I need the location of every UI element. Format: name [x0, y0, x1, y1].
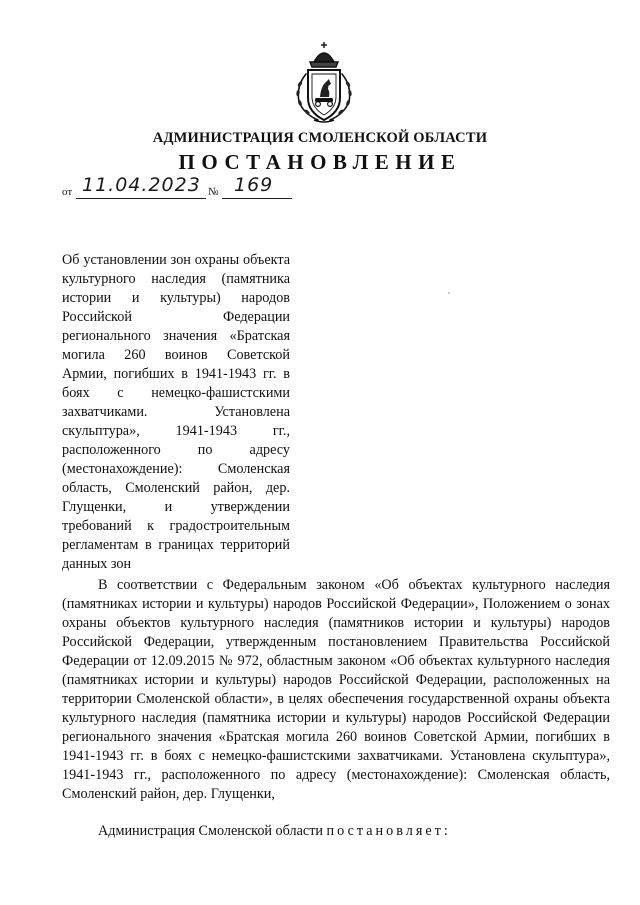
- decree-verb: постановляет:: [326, 823, 451, 839]
- handwritten-date: 11.04.2023: [82, 174, 201, 196]
- document-subject: Об установлении зон охраны объекта культурного наследия (памятника истории и культуры) народов Российской Федерации регионального значения «Братская могила 260 воинов Советской Армии, погибших в 1941-1943 гг. в боях с немецко-фашистскими захватчиками. Установлена скульптура», 1941-1943 гг., расположенного по адресу (местонахождение): Смоленская область, Смоленский район, дер. Глущенки, и утверждении требований к градостроительным регламентам в границах территорий данных зон: [62, 252, 290, 572]
- organization-title: АДМИНИСТРАЦИЯ СМОЛЕНСКОЙ ОБЛАСТИ: [152, 130, 488, 146]
- decree-lead: Администрация Смоленской области: [98, 823, 323, 839]
- document-type-title: ПОСТАНОВЛЕНИЕ: [178, 150, 462, 174]
- number-prefix: №: [208, 186, 219, 198]
- coat-of-arms-icon: [290, 40, 358, 124]
- date-prefix: от: [62, 186, 73, 198]
- date-underline: [76, 198, 206, 199]
- preamble-paragraph: В соответствии с Федеральным законом «Об объектах культурного наследия (памятниках истории и культуры) народов Российской Федерации», Положением о зонах охраны объектов культурного наследия (памятников истории и культуры) народов Российской Федерации, утвержденным постановлением Правительства Российской Федерации от 12.09.2015 № 972, областным законом «Об объектах культурного наследия (памятниках истории и культуры) народов Российской Федерации, расположенных на территории Смоленской области», в целях обеспечения государственной охраны объекта культурного наследия (памятника истории и культуры) народов Российской Федерации регионального значения «Братская могила 260 воинов Советской Армии, погибших в 1941-1943 гг. в боях с немецко-фашистскими захватчиками. Установлена скульптура», 1941-1943 гг., расположенного по адресу (местонахождение): Смоленская область, Смоленский район, дер. Глущенки,: [62, 577, 610, 802]
- decree-line: [98, 822, 451, 841]
- date-number-line: [62, 174, 322, 202]
- number-underline: [222, 198, 292, 199]
- scan-speck: [448, 292, 450, 294]
- handwritten-number: 169: [234, 174, 274, 196]
